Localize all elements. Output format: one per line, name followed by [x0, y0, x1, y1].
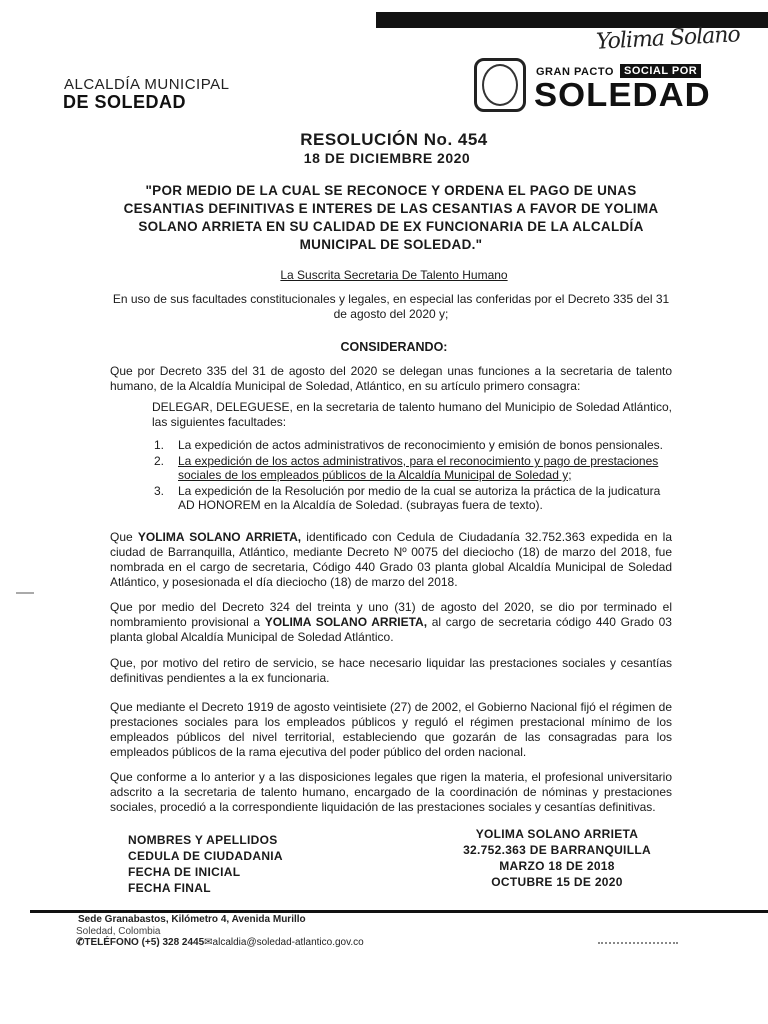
- powers-paragraph: En uso de sus facultades constitucionales y legales, en especial las conferidas por el Decreto 335 del 31 de agosto del 2020 y;: [112, 292, 670, 321]
- seal-emblem-icon: [482, 64, 518, 106]
- list-item: 3. La expedición de la Resolución por medio de la cual se autoriza la práctica de la judicatura AD HONOREM en la Alcaldía de Soledad. (subrayas fuera de texto).: [154, 484, 661, 512]
- value-fecha-inicial: MARZO 18 DE 2018: [499, 859, 615, 873]
- footer-contact: [76, 937, 364, 948]
- paragraph-liquidation-need: Que, por motivo del retiro de servicio, se hace necesario liquidar las prestaciones sociales y cesantías definitivas pendientes a la ex funcionaria.: [110, 656, 672, 685]
- paragraph-appointment: Que YOLIMA SOLANO ARRIETA, identificado con Cedula de Ciudadanía 32.752.363 expedida en la ciudad de Barranquilla, Atlántico, mediante Decreto Nº 0075 del dieciocho (18) de marzo del 2018, fue nombrada en el cargo de secretaria, Código 440 Grado 03 planta global Alcaldía Municipal de Soledad Atlántico, y posesionada el día dieciocho (18) de marzo del 2018.: [110, 530, 673, 589]
- label-cedula: CEDULA DE CIUDADANIA: [128, 849, 283, 863]
- faculties-list: [152, 438, 672, 514]
- footer-phone: ✆TELÉFONO (+5) 328 2445: [76, 937, 205, 948]
- brand-social-por: SOCIAL POR: [620, 64, 701, 78]
- resolution-date: 18 DE DICIEMBRE 2020: [303, 150, 471, 166]
- list-item: 1. La expedición de actos administrativos de reconocimiento y emisión de bonos pensionales.: [154, 438, 663, 452]
- list-item: 2. La expedición de los actos administrativos, para el reconocimiento y pago de prestaciones sociales de los empleados públicos de la Alcaldía Municipal de Soledad y;: [154, 454, 659, 482]
- label-fecha-final: FECHA FINAL: [128, 881, 211, 895]
- resolution-subject: "POR MEDIO DE LA CUAL SE RECONOCE Y ORDENA EL PAGO DE UNAS CESANTIAS DEFINITIVAS E INTERES DE LAS CESANTIAS A FAVOR DE YOLIMA SOLANO ARRIETA EN SU CALIDAD DE EX FUNCIONARIA DE LA ALCALDÍA MUNICIPAL DE SOLEDAD.": [123, 183, 659, 252]
- scan-smudge: [598, 942, 678, 946]
- alcaldia-name-line2: DE SOLEDAD: [63, 92, 187, 112]
- signer-line: La Suscrita Secretaria De Talento Humano: [280, 268, 508, 282]
- paragraph-termination: Que por medio del Decreto 324 del treinta y uno (31) de agosto del 2020, se dio por terminado el nombramiento provisional a YOLIMA SOLANO ARRIETA, al cargo de secretaria código 440 Grado 03 planta global Alcaldía Municipal de Soledad Atlántico.: [110, 600, 672, 644]
- scan-mark: [16, 592, 34, 594]
- alcaldia-name-line1: ALCALDÍA MUNICIPAL: [64, 76, 230, 93]
- label-nombres: NOMBRES Y APELLIDOS: [128, 833, 278, 847]
- resolution-title: RESOLUCIÓN No. 454: [300, 130, 488, 149]
- details-labels: [128, 832, 283, 896]
- value-nombres: YOLIMA SOLANO ARRIETA: [475, 827, 639, 841]
- footer-email: ✉alcaldia@soledad-atlantico.gov.co: [204, 937, 364, 948]
- paragraph-decree-335: Que por Decreto 335 del 31 de agosto del 2020 se delegan unas funciones a la secretaria de talento humano, de la Alcaldía Municipal de Soledad, Atlántico, en su artículo primero consagra:: [110, 364, 672, 393]
- paragraph-conclusion: Que conforme a lo anterior y a las disposiciones legales que rigen la materia, el profesional universitario adscrito a la secretaria de talento humano, encargado de la coordinación de nóminas y prestaciones sociales, procedió a la correspondiente liquidación de las prestaciones sociales y cesantías definitivas.: [110, 770, 672, 814]
- considering-heading: CONSIDERANDO:: [340, 340, 448, 354]
- details-values: [452, 826, 662, 890]
- label-fecha-inicial: FECHA DE INICIAL: [128, 865, 241, 879]
- value-fecha-final: OCTUBRE 15 DE 2020: [491, 875, 623, 889]
- handwritten-signature: Yolima Solano: [595, 22, 741, 55]
- brand-gran-pacto: GRAN PACTO: [536, 66, 614, 78]
- footer-divider: [30, 910, 768, 913]
- brand-soledad: SOLEDAD: [534, 76, 711, 113]
- footer-address: Sede Granabastos, Kilómetro 4, Avenida Murillo: [78, 914, 306, 925]
- value-cedula: 32.752.363 DE BARRANQUILLA: [463, 843, 651, 857]
- paragraph-delegar: DELEGAR, DELEGUESE, en la secretaria de talento humano del Municipio de Soledad Atlántico, las siguientes facultades:: [152, 400, 672, 429]
- paragraph-decree-1919: Que mediante el Decreto 1919 de agosto veintisiete (27) de 2002, el Gobierno Nacional fijó el régimen de prestaciones sociales para los empleados públicos y reguló el régimen prestacional mínimo de los empleados públicos del nivel territorial, estableciendo que gozarán de las consagradas para los empleados públicos de la rama ejecutiva del poder público del orden nacional.: [110, 700, 672, 759]
- footer-city: Soledad, Colombia: [76, 926, 161, 937]
